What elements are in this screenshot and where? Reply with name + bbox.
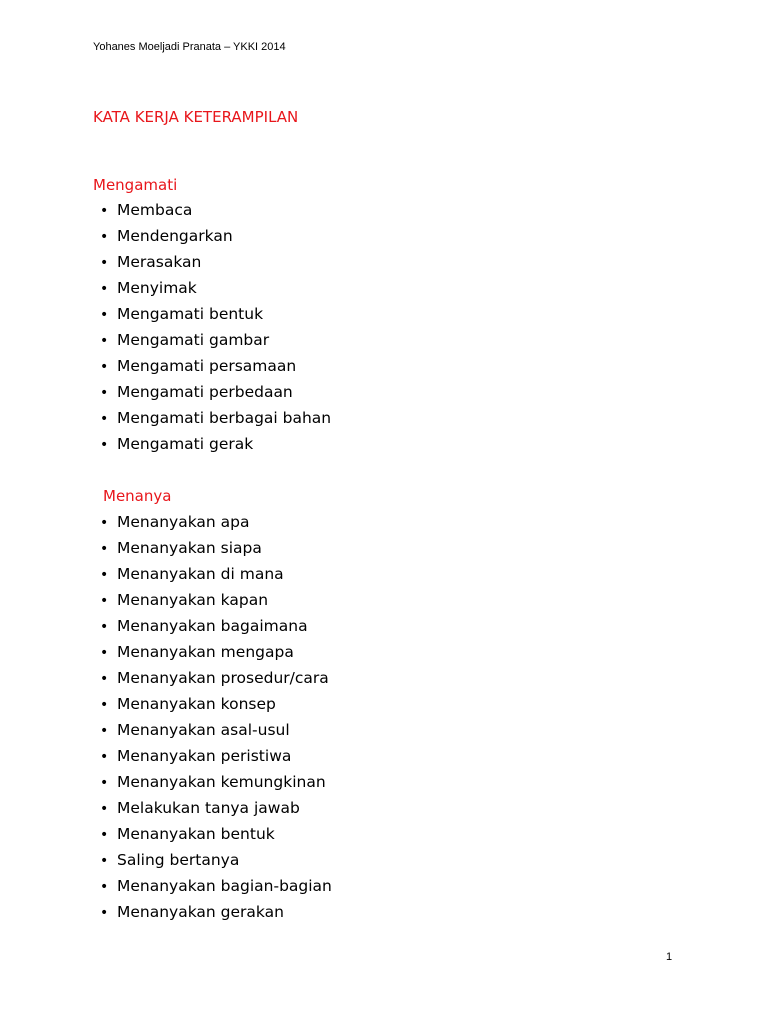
list-item: • Menanyakan bagian-bagian [100,874,332,900]
list-item: • Menanyakan di mana [100,562,332,588]
document-title: KATA KERJA KETERAMPILAN [93,108,299,126]
list-item: • Menanyakan siapa [100,536,332,562]
list-item: • Menanyakan bentuk [100,822,332,848]
list-item: • Menanyakan peristiwa [100,744,332,770]
list-item: • Mengamati gerak [100,432,331,458]
list-item: • Mengamati perbedaan [100,380,331,406]
list-item: • Menanyakan asal-usul [100,718,332,744]
list-item: • Merasakan [100,250,331,276]
list-item: • Menanyakan bagaimana [100,614,332,640]
list-item: • Menanyakan kapan [100,588,332,614]
list-item: • Mengamati bentuk [100,302,331,328]
list-item: • Menanyakan mengapa [100,640,332,666]
list-item: • Mendengarkan [100,224,331,250]
running-header: Yohanes Moeljadi Pranata – YKKI 2014 [93,41,286,53]
list-item: • Menanyakan apa [100,510,332,536]
list-item: • Menanyakan prosedur/cara [100,666,332,692]
list-item: • Mengamati persamaan [100,354,331,380]
list-item: • Membaca [100,198,331,224]
list-item: • Saling bertanya [100,848,332,874]
list-item: • Menyimak [100,276,331,302]
page-number: 1 [666,951,673,963]
section-heading-menanya: Menanya [103,487,172,505]
section-heading-mengamati: Mengamati [93,176,178,194]
list-menanya [100,510,332,926]
list-item: • Mengamati gambar [100,328,331,354]
list-item: • Menanyakan kemungkinan [100,770,332,796]
list-item: • Menanyakan konsep [100,692,332,718]
list-item: • Melakukan tanya jawab [100,796,332,822]
list-item: • Menanyakan gerakan [100,900,332,926]
list-item: • Mengamati berbagai bahan [100,406,331,432]
list-mengamati [100,198,331,458]
